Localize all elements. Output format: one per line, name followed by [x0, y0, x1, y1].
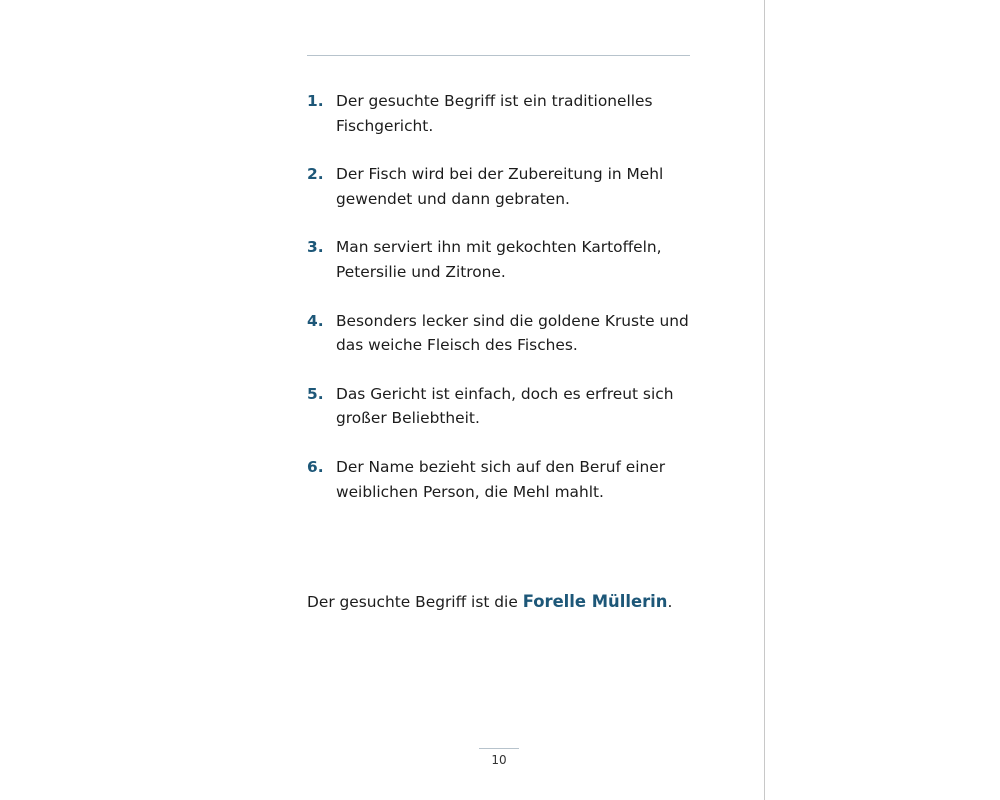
clue-item-4	[307, 309, 697, 382]
answer-line	[307, 590, 727, 614]
clue-number: 6.	[307, 457, 324, 476]
clue-number: 1.	[307, 92, 324, 110]
clue-item-3	[307, 235, 697, 308]
answer-term: Forelle Müllerin	[522, 592, 668, 612]
clue-number: 5.	[307, 384, 324, 403]
clue-text: Das Gericht ist einfach, doch es erfreut sich großer Beliebtheit.	[336, 384, 674, 428]
clue-item-1	[307, 89, 697, 162]
clue-text: Besonders lecker sind die goldene Kruste und das weiche Fleisch des Fisches.	[336, 311, 689, 355]
answer-prefix: Der gesuchte Begriff ist die	[307, 593, 523, 612]
clue-item-6	[307, 455, 697, 528]
page-number: 10	[491, 753, 507, 767]
clue-text: Der gesuchte Begriff ist ein traditionelles Fischgericht.	[336, 92, 653, 135]
page-edge-divider	[764, 0, 765, 800]
clue-number: 3.	[307, 238, 324, 257]
footer-divider	[479, 748, 519, 749]
clue-text: Der Fisch wird bei der Zubereitung in Mehl gewendet und dann gebraten.	[336, 165, 664, 208]
clue-number: 2.	[307, 165, 324, 184]
clue-item-2	[307, 162, 697, 235]
clue-text: Man serviert ihn mit gekochten Kartoffeln, Petersilie und Zitrone.	[336, 238, 662, 281]
answer-suffix: .	[667, 593, 673, 612]
clue-list	[307, 89, 697, 528]
clue-item-5	[307, 382, 697, 455]
clue-text: Der Name bezieht sich auf den Beruf einer weiblichen Person, die Mehl mahlt.	[336, 457, 666, 501]
clue-number: 4.	[307, 311, 324, 330]
top-divider	[307, 55, 690, 56]
